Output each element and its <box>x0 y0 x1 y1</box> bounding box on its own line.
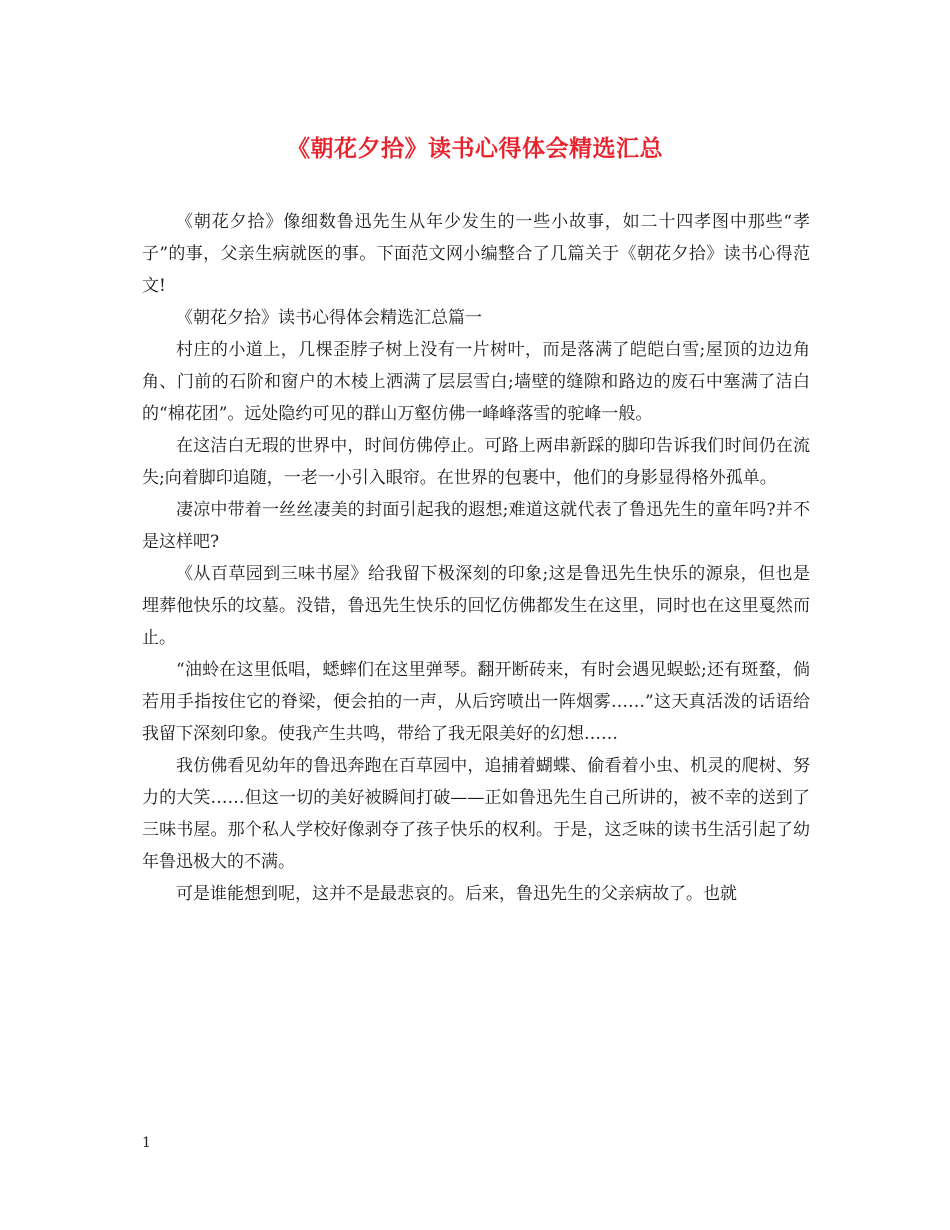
document-body <box>142 206 810 910</box>
paragraph: 在这洁白无瑕的世界中，时间仿佛停止。可路上两串新踩的脚印告诉我们时间仍在流失;向着脚印追随，一老一小引入眼帘。在世界的包裹中，他们的身影显得格外孤单。 <box>142 436 810 488</box>
paragraph: 凄凉中带着一丝丝凄美的封面引起我的遐想;难道这就代表了鲁迅先生的童年吗?并不是这样吧? <box>142 500 810 552</box>
paragraph: “油蛉在这里低唱，蟋蟀们在这里弹琴。翻开断砖来，有时会遇见蜈蚣;还有斑蝥，倘若用手指按住它的脊梁，便会拍的一声，从后窍喷出一阵烟雾……”这天真活泼的话语给我留下深刻印象。使我产生共鸣，带给了我无限美好的幻想…… <box>142 660 810 744</box>
paragraph: 我仿佛看见幼年的鲁迅奔跑在百草园中，追捕着蝴蝶、偷看着小虫、机灵的爬树、努力的大笑……但这一切的美好被瞬间打破——正如鲁迅先生自己所讲的，被不幸的送到了三味书屋。那个私人学校好像剥夺了孩子快乐的权利。于是，这乏味的读书生活引起了幼年鲁迅极大的不满。 <box>142 756 810 872</box>
page-title: 《朝花夕拾》读书心得体会精选汇总 <box>287 135 663 162</box>
section-heading: 《朝花夕拾》读书心得体会精选汇总篇一 <box>176 308 482 328</box>
intro-paragraph: 《朝花夕拾》像细数鲁迅先生从年少发生的一些小故事，如二十四孝图中那些“孝子”的事，父亲生病就医的事。下面范文网小编整合了几篇关于《朝花夕拾》读书心得范文! <box>142 212 810 296</box>
paragraph: 村庄的小道上，几棵歪脖子树上没有一片树叶，而是落满了皑皑白雪;屋顶的边边角角、门前的石阶和窗户的木棱上洒满了层层雪白;墙壁的缝隙和路边的废石中塞满了洁白的“棉花团”。远处隐约可见的群山万壑仿佛一峰峰落雪的驼峰一般。 <box>142 340 810 424</box>
paragraph: 《从百草园到三味书屋》给我留下极深刻的印象;这是鲁迅先生快乐的源泉，但也是埋葬他快乐的坟墓。没错，鲁迅先生快乐的回忆仿佛都发生在这里，同时也在这里戛然而止。 <box>142 564 810 648</box>
page-number: 1 <box>142 1135 151 1151</box>
paragraph: 可是谁能想到呢，这并不是最悲哀的。后来，鲁迅先生的父亲病故了。也就 <box>176 884 737 904</box>
